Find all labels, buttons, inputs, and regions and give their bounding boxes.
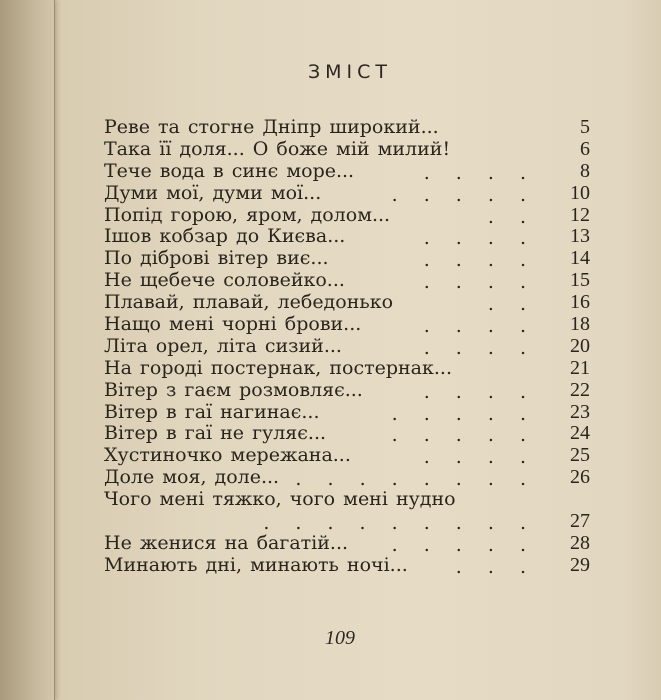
book-spine — [0, 0, 55, 700]
toc-entry-title: Попід горою, яром, долом... — [104, 203, 391, 226]
toc-entry-title: На городі постернак, постернак... — [104, 356, 452, 379]
toc-entry-title: Вітер з гаєм розмовляє... — [104, 378, 363, 401]
toc-entry-title: Вітер в гаї не гуляє... — [104, 422, 327, 445]
toc-entry — [104, 336, 590, 358]
toc-entry — [104, 533, 590, 555]
toc-entry — [104, 139, 590, 161]
toc-dot-leader: . . — [487, 205, 536, 228]
toc-dot-leader: . . . . — [423, 336, 536, 359]
toc-entry-title: Така її доля... О боже мій милий! — [104, 137, 451, 160]
toc-entry-title: Тече вода в синє море... — [104, 159, 355, 182]
toc-entry-page: 23 — [570, 400, 590, 423]
toc-entry — [104, 555, 590, 577]
toc-entry-page: 10 — [570, 181, 590, 204]
toc-dot-leader: . . . . . — [391, 402, 536, 425]
toc-dot-leader: . . . . — [423, 161, 536, 184]
toc-entry-page: 21 — [570, 356, 590, 379]
toc-dot-leader: . . — [487, 293, 536, 316]
toc-entry-page: 24 — [570, 422, 590, 445]
toc-entry-page: 8 — [580, 159, 590, 182]
toc-entry-page: 28 — [570, 531, 590, 554]
toc-dot-leader: . . . . . . . . — [295, 468, 536, 491]
toc-entry-title: Не щебече соловейко... — [104, 269, 345, 292]
toc-entry-page: 20 — [570, 334, 590, 357]
toc-entry — [104, 380, 590, 402]
toc-dot-leader: . . . . . . . . . — [263, 512, 536, 535]
toc-entry — [104, 205, 590, 227]
toc-dot-leader: . . . . . — [391, 183, 536, 206]
toc-entry-page: 18 — [570, 313, 590, 336]
page-title: ЗМІСТ — [307, 61, 393, 83]
toc-entry-title: Доле моя, доле... — [104, 466, 280, 489]
toc-dot-leader: . . . . . — [391, 533, 536, 556]
toc-entry — [104, 161, 590, 183]
toc-entry-page: 5 — [580, 116, 590, 138]
toc-dot-leader: . . . . — [423, 446, 536, 469]
toc-entry-page: 6 — [580, 137, 590, 160]
toc-entry-page: 14 — [570, 247, 590, 270]
toc-dot-leader: . . . . — [423, 315, 536, 338]
toc-entry-page: 22 — [570, 378, 590, 401]
toc-entry-page: 16 — [570, 291, 590, 314]
toc-entry-title: Нащо мені чорні брови... — [104, 313, 362, 336]
toc-entry-page: 26 — [570, 466, 590, 489]
toc-entry — [104, 292, 590, 314]
toc-entry — [104, 270, 590, 292]
toc-entry-page: 29 — [570, 553, 590, 576]
toc-entry — [104, 314, 590, 336]
toc-dot-leader: . . . . — [423, 227, 536, 250]
toc-entry — [104, 423, 590, 445]
toc-entry — [104, 467, 590, 489]
toc-entry-page: 13 — [570, 225, 590, 248]
toc-entry-title: Вітер в гаї нагинає... — [104, 400, 320, 423]
toc-dot-leader: . . . . — [423, 380, 536, 403]
toc-entry-page: 27 — [570, 510, 590, 533]
toc-entry-title: Плавай, плавай, лебедонько — [104, 291, 394, 314]
toc-dot-leader: . . . . — [423, 249, 536, 272]
toc-entry — [104, 445, 590, 467]
toc-entry-title: Думи мої, думи мої... — [104, 181, 322, 204]
toc-entry — [104, 117, 590, 139]
toc-entry — [104, 489, 590, 533]
toc-entry-title: Літа орел, літа сизий... — [104, 334, 342, 357]
toc-dot-leader: . . . . . — [391, 424, 536, 447]
toc-entry — [104, 358, 590, 380]
toc-entry-title: Хустиночко мережана... — [104, 444, 351, 467]
toc-entry-page: 15 — [570, 269, 590, 292]
table-of-contents — [104, 117, 590, 577]
toc-dot-leader: . . . — [455, 555, 536, 578]
toc-entry-title: Ішов кобзар до Києва... — [104, 225, 346, 248]
toc-dot-leader: . . . . — [423, 271, 536, 294]
toc-entry-title: Реве та стогне Дніпр широкий... — [104, 116, 439, 138]
page-number: 109 — [325, 627, 355, 649]
toc-entry-page: 25 — [570, 444, 590, 467]
toc-entry-title: Не женися на багатій... — [104, 531, 349, 554]
toc-entry — [104, 226, 590, 248]
toc-entry — [104, 183, 590, 205]
toc-entry-title: Чого мені тяжко, чого мені нудно — [104, 488, 456, 511]
toc-entry — [104, 248, 590, 270]
toc-entry-page: 12 — [570, 203, 590, 226]
toc-entry-title: Минають дні, минають ночі... — [104, 553, 408, 576]
toc-entry — [104, 402, 590, 424]
toc-entry-title: По діброві вітер виє... — [104, 247, 329, 270]
